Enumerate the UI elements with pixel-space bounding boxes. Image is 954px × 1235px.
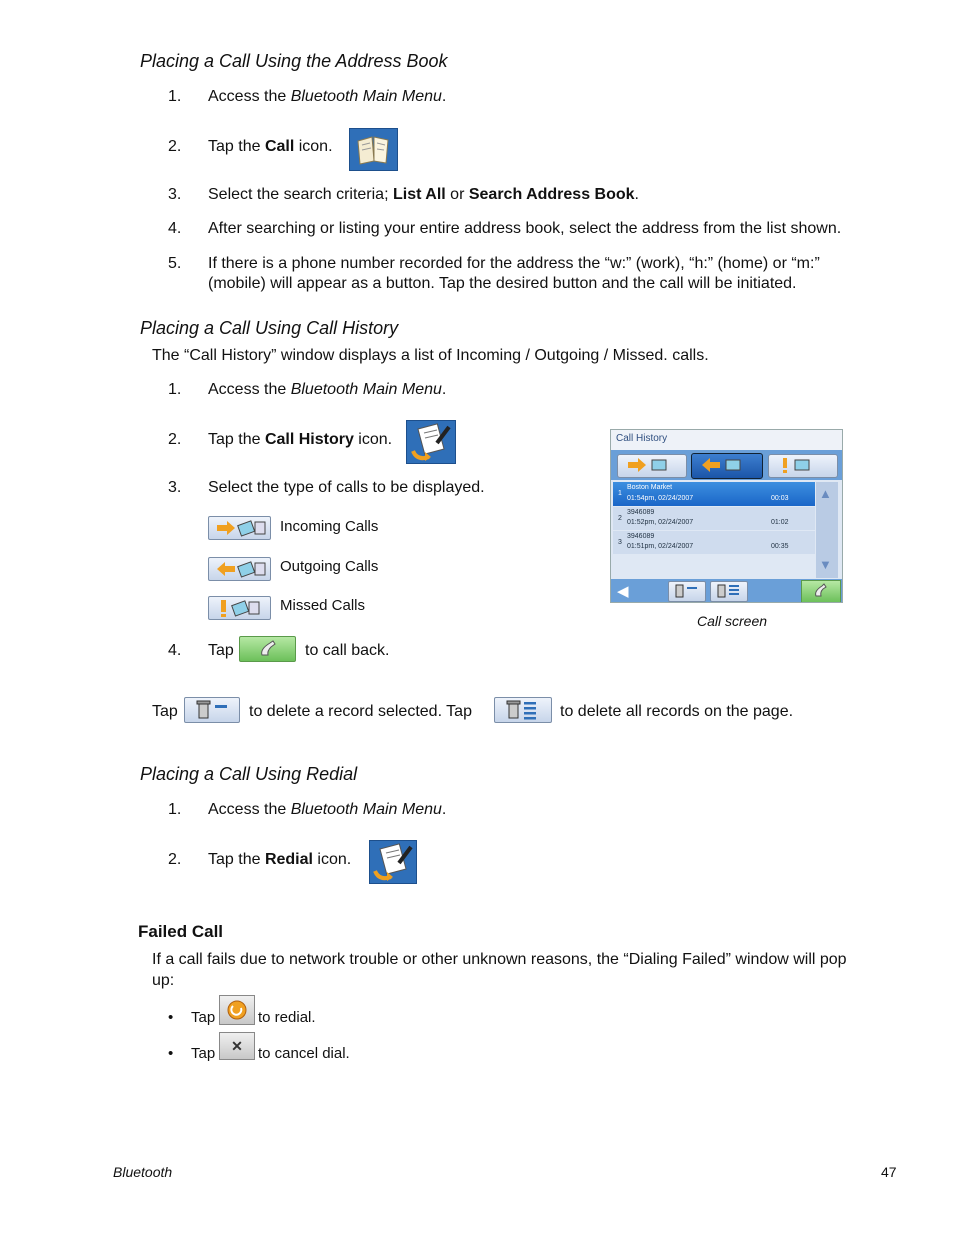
- row-time: 01:52pm, 02/24/2007: [627, 519, 694, 526]
- step-number: 4.: [168, 220, 182, 237]
- step-number: 3.: [168, 479, 182, 496]
- incoming-calls-button[interactable]: [208, 516, 271, 540]
- delete-record-button[interactable]: [184, 697, 240, 723]
- row-number: 2: [618, 515, 622, 522]
- table-row[interactable]: [613, 482, 815, 506]
- bullet-text: to redial.: [258, 1009, 316, 1026]
- heading-redial: Placing a Call Using Redial: [140, 764, 358, 784]
- step-text: .: [441, 801, 447, 818]
- step-number: 2.: [168, 851, 182, 868]
- search-address-book-label: Search Address Book: [468, 186, 635, 203]
- step-2-text: [208, 851, 351, 869]
- step-text: Tap the: [208, 851, 265, 868]
- row-number: 1: [618, 490, 622, 497]
- step-1-text: [208, 381, 446, 399]
- bullet-text: to cancel dial.: [258, 1045, 350, 1062]
- row-time: 01:51pm, 02/24/2007: [627, 543, 694, 550]
- call-history-intro: The “Call History” window displays a list of Incoming / Outgoing / Missed. calls.: [152, 347, 709, 364]
- bullet-tap: Tap: [191, 1045, 216, 1062]
- step-number: 1.: [168, 801, 182, 818]
- step-text: Access the: [208, 801, 291, 818]
- tab-missed[interactable]: [768, 454, 838, 478]
- row-duration: 00:35: [771, 543, 789, 550]
- step-text: Tap the: [208, 431, 265, 448]
- step-text: to call back.: [305, 642, 390, 659]
- step-number: 2.: [168, 431, 182, 448]
- missed-calls-button[interactable]: [208, 596, 271, 620]
- step-1-text: [208, 801, 446, 819]
- bullet: •: [168, 1009, 174, 1026]
- step-1: [168, 88, 181, 106]
- step-text: or: [445, 186, 469, 203]
- step-5-line-1: If there is a phone number recorded for the address the “w:” (work), “h:” (home) or “m:”: [208, 255, 820, 272]
- step-2-text: [208, 138, 333, 156]
- table-row[interactable]: [613, 531, 815, 554]
- back-icon[interactable]: ◀: [617, 583, 629, 600]
- address-book-icon[interactable]: [349, 128, 398, 171]
- step-text: .: [441, 88, 447, 105]
- row-name: Boston Market: [627, 484, 673, 491]
- call-back-button[interactable]: [239, 636, 296, 662]
- redial-label: Redial: [264, 851, 313, 868]
- delete-all-icon[interactable]: [710, 581, 748, 602]
- call-history-screen: [610, 429, 843, 603]
- step-text: Access the: [208, 88, 291, 105]
- call-history-label: Call History: [264, 431, 354, 448]
- list-all-label: List All: [392, 186, 446, 203]
- failed-text-line-1: If a call fails due to network trouble or other unknown reasons, the “Dialing Failed” window will pop: [152, 951, 847, 968]
- bullet-tap: Tap: [191, 1009, 216, 1026]
- row-name: 3946089: [627, 533, 655, 540]
- call-history-icon[interactable]: [406, 420, 456, 464]
- step-5-line-2: (mobile) will appear as a button. Tap the desired button and the call will be initiated.: [208, 275, 797, 292]
- delete-all-text: to delete all records on the page.: [560, 703, 794, 720]
- step-number: 1.: [168, 381, 182, 398]
- tab-bar: [611, 450, 842, 480]
- tab-incoming[interactable]: [617, 454, 687, 478]
- step-text: .: [634, 186, 639, 203]
- step-text: icon.: [353, 431, 393, 448]
- step-text: Access the: [208, 381, 291, 398]
- bullet: •: [168, 1045, 174, 1062]
- step-text: Select the search criteria;: [208, 186, 393, 203]
- step-text: icon.: [294, 138, 333, 155]
- outgoing-calls-label: Outgoing Calls: [280, 558, 379, 575]
- step-number: 2.: [168, 138, 182, 155]
- table-row[interactable]: [613, 507, 815, 530]
- screen-caption: Call screen: [697, 613, 768, 629]
- missed-calls-label: Missed Calls: [280, 597, 366, 614]
- heading-failed-call: Failed Call: [138, 922, 224, 941]
- step-number: 3.: [168, 186, 182, 203]
- step-3-text: Select the type of calls to be displayed.: [208, 479, 485, 496]
- step-4-text: After searching or listing your entire address book, select the address from the list shown.: [208, 220, 842, 237]
- tap-text: Tap: [152, 703, 178, 720]
- delete-record-icon[interactable]: [668, 581, 706, 602]
- row-number: 3: [618, 539, 622, 546]
- row-name: 3946089: [627, 509, 655, 516]
- page-number: 47: [881, 1164, 897, 1180]
- scroll-up-icon[interactable]: ▲: [819, 486, 832, 501]
- menu-name: Bluetooth Main Menu: [290, 381, 442, 398]
- menu-name: Bluetooth Main Menu: [290, 801, 442, 818]
- step-text: .: [441, 381, 447, 398]
- step-text: Tap: [208, 642, 234, 659]
- screen-title: Call History: [611, 430, 842, 450]
- step-text: Tap the: [208, 138, 265, 155]
- incoming-calls-label: Incoming Calls: [280, 518, 379, 535]
- scrollbar[interactable]: [816, 482, 838, 578]
- row-duration: 01:02: [771, 519, 789, 526]
- row-time: 01:54pm, 02/24/2007: [627, 495, 694, 502]
- call-label: Call: [264, 138, 295, 155]
- row-duration: 00:03: [771, 495, 789, 502]
- cancel-dial-button[interactable]: ✕: [219, 1032, 255, 1060]
- footer-section: Bluetooth: [113, 1164, 173, 1180]
- menu-name: Bluetooth Main Menu: [290, 88, 442, 105]
- delete-all-button[interactable]: [494, 697, 552, 723]
- step-3-text: [208, 186, 639, 204]
- bottom-bar: [611, 579, 842, 602]
- redial-button[interactable]: [219, 995, 255, 1025]
- step-1-text: [208, 88, 446, 106]
- redial-icon[interactable]: [369, 840, 417, 884]
- step-2-text: [208, 431, 392, 449]
- step-number: 4.: [168, 642, 182, 659]
- step-text: icon.: [312, 851, 352, 868]
- heading-call-history: Placing a Call Using Call History: [140, 318, 399, 338]
- failed-text-line-2: up:: [152, 972, 175, 989]
- step-number: 5.: [168, 255, 182, 272]
- delete-record-text: to delete a record selected. Tap: [249, 703, 472, 720]
- call-icon[interactable]: [801, 580, 841, 603]
- tab-outgoing[interactable]: [691, 453, 763, 479]
- outgoing-calls-button[interactable]: [208, 557, 271, 581]
- step-number: 1.: [168, 88, 182, 105]
- scroll-down-icon[interactable]: ▼: [819, 557, 832, 572]
- heading-address-book: Placing a Call Using the Address Book: [140, 51, 448, 71]
